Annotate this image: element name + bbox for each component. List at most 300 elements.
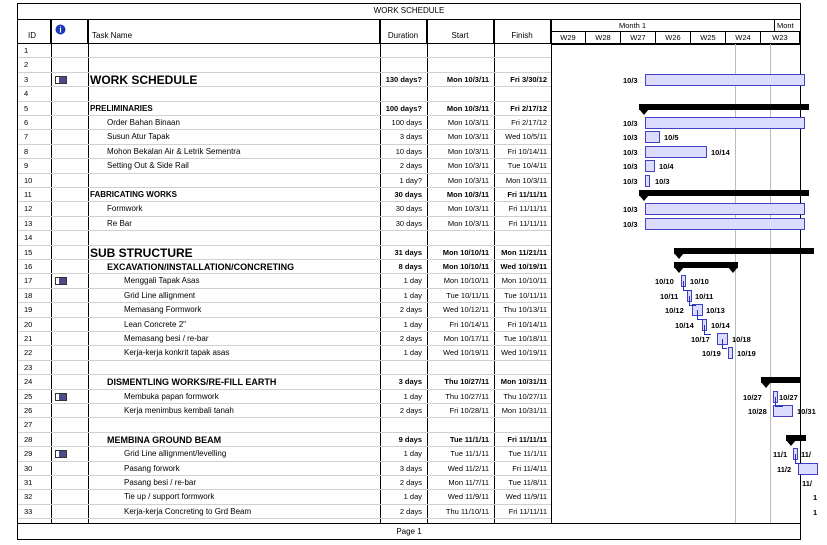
task-duration: 2 days	[399, 478, 422, 487]
bar-date-label: 10/3	[623, 119, 638, 128]
timescale-month2: Mont	[777, 21, 794, 30]
task-name	[88, 58, 383, 72]
task-name: EXCAVATION/INSTALLATION/CONCRETING	[107, 262, 295, 272]
table-row[interactable]	[18, 361, 551, 375]
bar-date-label: 10/5	[664, 133, 679, 143]
task-start: Wed 11/2/11	[447, 463, 489, 473]
row-id: 11	[24, 190, 32, 199]
row-id: 27	[24, 420, 33, 430]
table-row[interactable]	[18, 202, 551, 216]
task-duration	[380, 361, 426, 375]
indicator-cell	[51, 116, 87, 130]
task-finish: Fri 2/17/12	[511, 118, 547, 127]
row-id: 20	[24, 319, 33, 329]
indicator-cell	[51, 505, 87, 519]
dependency-arrow	[683, 281, 692, 291]
task-finish: Fri 11/11/11	[508, 204, 547, 214]
table-row[interactable]	[18, 73, 551, 87]
task-start: Mon 10/3/11	[446, 74, 489, 84]
task-start: Wed 10/19/11	[442, 348, 489, 358]
task-name: Grid Line allignment	[124, 290, 196, 300]
table-row[interactable]	[18, 274, 551, 288]
task-start	[427, 231, 494, 245]
row-id: 7	[24, 132, 29, 142]
task-name: Kerja-kerja konkrit tapak asas	[124, 348, 230, 358]
task-start: Mon 10/3/11	[447, 218, 489, 228]
bar-date-label: 10/3	[623, 219, 638, 229]
table-row[interactable]	[18, 116, 551, 130]
col-finish-header[interactable]: Finish	[494, 20, 551, 44]
summary-end-marker	[674, 253, 684, 259]
gantt-bar-mohon-bekalan[interactable]	[645, 146, 707, 158]
task-finish: Mon 10/3/11	[505, 175, 547, 185]
task-finish	[494, 58, 551, 72]
indicator-cell	[51, 174, 87, 188]
row-id: 31	[24, 478, 33, 487]
table-row[interactable]	[18, 188, 551, 202]
task-duration: 30 days	[395, 218, 422, 228]
schedule-sheet	[17, 3, 818, 540]
table-row[interactable]	[18, 159, 551, 173]
task-duration: 2 days	[399, 334, 422, 343]
col-info-header[interactable]	[51, 20, 88, 44]
indicator-cell	[51, 274, 87, 288]
task-finish	[494, 87, 551, 101]
table-row[interactable]	[18, 130, 551, 144]
bar-date-label: 11/	[801, 450, 812, 460]
bar-date-label: 10/14	[675, 320, 694, 330]
table-row[interactable]	[18, 217, 551, 231]
task-finish: Tue 11/8/11	[508, 478, 547, 487]
bar-date-label: 10/11	[660, 291, 679, 301]
gantt-summary-sub-structure[interactable]	[674, 248, 814, 254]
summary-end-marker	[728, 267, 738, 273]
bar-date-label: 10/31	[797, 407, 816, 416]
task-finish: Mon 10/10/11	[501, 276, 547, 286]
task-start: Thu 11/10/11	[445, 506, 489, 516]
summary-end-marker	[674, 267, 684, 273]
row-id: 15	[24, 247, 33, 257]
task-start: Tue 10/11/11	[446, 290, 489, 300]
task-finish: Fri 11/11/11	[507, 434, 547, 444]
bar-date-label: 10/18	[732, 335, 751, 344]
week-label: W24	[726, 32, 761, 44]
table-row[interactable]	[18, 433, 551, 447]
bar-date-label: 10/19	[702, 349, 721, 359]
table-row[interactable]	[18, 102, 551, 116]
row-id: 21	[24, 334, 33, 343]
table-row[interactable]	[18, 462, 551, 476]
task-note-icon[interactable]	[55, 450, 67, 458]
task-finish: Fri 3/30/12	[510, 74, 547, 84]
task-finish: Thu 10/27/11	[503, 391, 547, 401]
task-duration: 1 day	[403, 492, 422, 502]
task-finish: Wed 10/19/11	[500, 348, 547, 358]
task-duration: 8 days	[398, 262, 422, 271]
summary-end-marker	[639, 109, 649, 115]
table-row[interactable]	[18, 404, 551, 418]
bar-date-label: 10/10	[655, 277, 674, 287]
week-label: W29	[551, 32, 586, 44]
indicator-cell	[51, 246, 87, 260]
bar-date-label: 10/28	[748, 407, 767, 416]
task-duration: 1 day	[403, 449, 422, 459]
gantt-bar-row10[interactable]	[645, 175, 650, 187]
table-row[interactable]	[18, 231, 551, 245]
dependency-arrow	[722, 339, 727, 349]
task-name	[88, 361, 383, 375]
task-start	[427, 58, 494, 72]
row-id: 18	[24, 290, 33, 300]
gantt-summary-preliminaries[interactable]	[639, 104, 809, 110]
row-id: 29	[24, 449, 33, 459]
task-name	[88, 44, 383, 58]
info-icon	[55, 24, 66, 35]
indicator-cell	[51, 145, 87, 159]
table-row[interactable]	[18, 447, 551, 461]
col-id-header[interactable]: ID	[18, 20, 51, 44]
task-name: Tie up / support formwork	[124, 492, 215, 502]
bar-date-label: 10/3	[655, 176, 670, 186]
task-finish: Wed 11/9/11	[505, 492, 547, 502]
indicator-cell	[51, 433, 87, 447]
task-start: Tue 11/1/11	[449, 434, 489, 444]
task-duration: 100 days?	[385, 103, 422, 113]
task-name	[88, 418, 383, 432]
row-id: 9	[24, 161, 29, 171]
task-duration	[380, 231, 426, 245]
indicator-cell	[51, 217, 87, 231]
task-start: Mon 11/7/11	[448, 478, 489, 487]
task-finish: Fri 11/4/11	[512, 463, 547, 473]
task-finish: Tue 10/4/11	[507, 161, 547, 171]
task-duration: 30 days	[395, 204, 422, 214]
indicator-cell	[51, 73, 87, 87]
table-row[interactable]	[18, 246, 551, 260]
task-name: Formwork	[107, 204, 143, 214]
task-duration: 3 days	[399, 132, 422, 142]
task-finish	[494, 418, 551, 432]
row-id: 32	[24, 492, 33, 502]
row-id: 1	[24, 46, 29, 55]
bar-date-label: 11/2	[777, 464, 792, 474]
task-duration: 3 days	[398, 377, 422, 387]
task-finish	[494, 231, 551, 245]
task-duration	[380, 58, 426, 72]
table-row[interactable]	[18, 145, 551, 159]
task-finish: Fri 11/11/11	[508, 506, 547, 516]
task-name: Mohon Bekalan Air & Letrik Sementra	[107, 146, 241, 156]
task-duration: 2 days	[399, 406, 422, 415]
task-start: Mon 10/3/11	[447, 175, 489, 185]
task-duration	[380, 44, 426, 58]
task-name: Pasang forwork	[124, 463, 180, 473]
indicator-cell	[51, 303, 87, 317]
task-name: Memasang besi / re-bar	[124, 334, 209, 343]
row-id: 30	[24, 463, 33, 473]
row-id: 26	[24, 406, 33, 415]
task-note-icon[interactable]	[55, 76, 67, 84]
gantt-summary-fabricating[interactable]	[639, 190, 809, 196]
task-duration: 31 days	[394, 247, 422, 257]
indicator-cell	[51, 260, 87, 274]
task-name	[88, 174, 383, 188]
task-start: Fri 10/28/11	[449, 406, 489, 415]
row-id: 23	[24, 362, 33, 372]
bar-date-label: 10/3	[623, 176, 638, 186]
gantt-bar-order-bahan[interactable]	[645, 117, 805, 129]
bar-date-label: 10/14	[711, 147, 730, 157]
summary-end-marker	[761, 382, 771, 388]
bar-date-label: 10/19	[737, 349, 756, 359]
task-start	[427, 87, 494, 101]
task-name: Kerja menimbus kembali tanah	[124, 406, 234, 415]
task-start: Mon 10/3/11	[446, 103, 489, 113]
dependency-arrow	[697, 310, 703, 320]
dependency-arrow	[689, 296, 696, 306]
task-finish	[494, 361, 551, 375]
indicator-cell	[51, 332, 87, 346]
indicator-cell	[51, 375, 87, 389]
gantt-bar-susun-atur[interactable]	[645, 131, 660, 143]
table-row[interactable]	[18, 490, 551, 504]
row-id: 8	[24, 146, 29, 156]
sheet-title: WORK SCHEDULE	[18, 4, 800, 20]
col-duration-header[interactable]: Duration	[380, 20, 427, 44]
bar-date-label: 10/10	[690, 277, 709, 287]
task-duration: 2 days	[399, 305, 422, 315]
gantt-bar-work-schedule[interactable]	[645, 74, 805, 86]
task-name: Menggali Tapak Asas	[124, 276, 200, 286]
gantt-bar-formwork[interactable]	[645, 203, 805, 215]
table-row[interactable]	[18, 260, 551, 274]
task-name: MEMBINA GROUND BEAM	[107, 434, 222, 445]
row-id: 24	[24, 377, 33, 387]
task-finish: Fri 2/17/12	[510, 103, 547, 113]
task-start: Mon 10/3/11	[447, 146, 489, 156]
dependency-arrow	[775, 397, 783, 407]
indicator-cell	[51, 58, 87, 72]
row-id: 2	[24, 60, 29, 70]
indicator-cell	[51, 130, 87, 144]
timescale-bottom	[551, 44, 800, 45]
task-start: Wed 10/12/11	[442, 305, 489, 315]
task-finish: Mon 10/31/11	[501, 406, 547, 415]
row-id: 33	[24, 506, 33, 516]
indicator-cell	[51, 447, 87, 461]
task-duration	[380, 87, 426, 101]
task-name: Pasang besi / re-bar	[124, 478, 197, 487]
table-row[interactable]	[18, 346, 551, 360]
timescale-divider	[774, 20, 775, 32]
task-name: Susun Atur Tapak	[107, 132, 170, 142]
task-duration: 10 days	[395, 146, 422, 156]
indicator-cell	[51, 188, 87, 202]
task-finish: Tue 10/18/11	[503, 334, 547, 343]
gantt-bar-setting-out[interactable]	[645, 160, 655, 172]
bar-date-label: 10/12	[665, 306, 684, 316]
task-duration: 1 day	[403, 276, 422, 286]
row-id: 5	[24, 103, 29, 113]
task-finish: Fri 11/11/11	[508, 218, 547, 228]
bar-date-label: 10/4	[659, 162, 674, 172]
bar-date-label: 11/1	[773, 450, 788, 460]
bar-date-label: 10/3	[623, 162, 638, 172]
table-row[interactable]	[18, 505, 551, 519]
task-note-icon[interactable]	[55, 277, 67, 285]
table-row[interactable]	[18, 332, 551, 346]
dependency-arrow	[704, 325, 711, 335]
row-id: 14	[24, 233, 33, 243]
task-name: WORK SCHEDULE	[90, 72, 198, 87]
row-id: 6	[24, 118, 29, 127]
task-note-icon[interactable]	[55, 393, 67, 401]
dependency-arrow	[795, 454, 802, 464]
bar-date-label: 1	[813, 493, 818, 503]
row-id: 25	[24, 391, 33, 401]
task-name: Re Bar	[107, 218, 132, 228]
task-start: Tue 11/1/11	[450, 449, 489, 459]
indicator-cell	[51, 159, 87, 173]
task-start	[427, 361, 494, 375]
gantt-chart	[551, 20, 818, 523]
task-start	[427, 418, 494, 432]
timescale-month1: Month 1	[619, 21, 647, 30]
task-finish	[494, 44, 551, 58]
task-start: Fri 10/14/11	[449, 319, 489, 329]
table-row[interactable]	[18, 303, 551, 317]
table-row[interactable]	[18, 58, 551, 72]
task-duration: 30 days	[394, 190, 422, 199]
task-duration: 130 days?	[385, 74, 422, 84]
indicator-cell	[51, 361, 87, 375]
indicator-cell	[51, 462, 87, 476]
week-gridline	[735, 44, 736, 523]
task-finish: Thu 10/13/11	[503, 305, 547, 315]
table-row[interactable]	[18, 87, 551, 101]
task-duration: 1 day	[403, 319, 422, 329]
table-row[interactable]	[18, 44, 551, 58]
svg-text:i: i	[59, 25, 62, 35]
task-start: Mon 10/10/11	[442, 262, 489, 271]
task-start: Mon 10/3/11	[446, 190, 489, 199]
bar-date-label: 10/3	[623, 133, 638, 143]
task-start: Mon 10/3/11	[447, 204, 489, 214]
task-duration: 3 days	[399, 463, 422, 473]
indicator-cell	[51, 102, 87, 116]
indicator-cell	[51, 202, 87, 216]
indicator-cell	[51, 404, 87, 418]
bar-date-label: 10/17	[691, 335, 710, 344]
row-id: 19	[24, 305, 33, 315]
task-name: Lean Concrete 2"	[124, 319, 186, 329]
table-row[interactable]	[18, 318, 551, 332]
indicator-cell	[51, 231, 87, 245]
task-duration: 1 day?	[399, 175, 422, 185]
col-start-header[interactable]: Start	[427, 20, 494, 44]
week-gridline	[770, 44, 771, 523]
task-finish: Tue 10/11/11	[504, 290, 547, 300]
task-name: Kerja-kerja Concreting to Grd Beam	[124, 506, 252, 516]
table-row[interactable]	[18, 174, 551, 188]
task-start: Wed 11/9/11	[447, 492, 489, 502]
task-name: Membuka papan formwork	[124, 391, 219, 401]
bar-date-label: 10/27	[743, 392, 762, 402]
task-start: Thu 10/27/11	[445, 391, 489, 401]
indicator-cell	[51, 44, 87, 58]
row-id: 12	[24, 204, 33, 214]
task-finish: Tue 11/1/11	[508, 449, 547, 459]
table-row[interactable]	[18, 418, 551, 432]
indicator-cell	[51, 346, 87, 360]
row-id: 4	[24, 89, 29, 99]
task-name: Grid Line allignment/levelling	[124, 449, 227, 459]
task-duration: 1 day	[403, 348, 422, 358]
row-id: 10	[24, 175, 33, 185]
task-start: Mon 10/10/11	[442, 247, 489, 257]
task-duration	[380, 418, 426, 432]
bar-date-label: 10/13	[706, 306, 725, 316]
gantt-bar-pasang-forwork[interactable]	[798, 463, 818, 475]
bar-date-label: 1	[813, 507, 818, 517]
bar-date-label: 10/27	[779, 392, 798, 402]
task-name: Setting Out & Side Rail	[107, 161, 189, 171]
task-finish: Fri 10/14/11	[507, 319, 547, 329]
task-start: Mon 10/3/11	[447, 161, 489, 171]
bar-date-label: 10/11	[695, 291, 714, 301]
task-name: SUB STRUCTURE	[90, 245, 193, 260]
page-footer: Page 1	[18, 523, 800, 539]
row-id: 17	[24, 276, 33, 286]
task-finish: Fri 11/11/11	[507, 190, 547, 199]
task-finish: Wed 10/5/11	[505, 132, 547, 142]
bar-date-label: 10/14	[711, 320, 730, 330]
week-label: W23	[761, 32, 800, 44]
gantt-bar-rebar[interactable]	[645, 218, 805, 230]
task-name: DISMENTLING WORKS/RE-FILL EARTH	[107, 377, 277, 388]
bar-date-label: 11/	[802, 479, 813, 488]
table-row[interactable]	[18, 289, 551, 303]
task-name: FABRICATING WORKS	[90, 190, 177, 199]
row-id: 13	[24, 218, 33, 228]
indicator-cell	[51, 87, 87, 101]
row-id: 3	[24, 74, 29, 84]
task-name: PRELIMINARIES	[90, 103, 153, 113]
row-id: 28	[24, 434, 33, 444]
bar-date-label: 10/3	[623, 147, 638, 157]
week-label: W27	[621, 32, 656, 44]
task-start: Mon 10/17/11	[443, 334, 489, 343]
task-duration: 2 days	[399, 161, 422, 171]
indicator-cell	[51, 318, 87, 332]
summary-end-marker	[639, 195, 649, 201]
task-start	[427, 44, 494, 58]
indicator-cell	[51, 476, 87, 490]
indicator-cell	[51, 390, 87, 404]
table-row[interactable]	[18, 390, 551, 404]
indicator-cell	[51, 289, 87, 303]
col-name-header[interactable]: Task Name	[88, 20, 380, 44]
task-start: Mon 10/3/11	[447, 118, 489, 127]
table-row[interactable]	[18, 476, 551, 490]
gantt-bar-menimbus[interactable]	[773, 405, 793, 417]
task-duration: 2 days	[399, 506, 422, 516]
table-row[interactable]	[18, 375, 551, 389]
row-id: 22	[24, 348, 33, 358]
gantt-bar-konkrit[interactable]	[728, 347, 733, 359]
task-duration: 9 days	[398, 434, 422, 444]
task-name	[88, 231, 383, 245]
